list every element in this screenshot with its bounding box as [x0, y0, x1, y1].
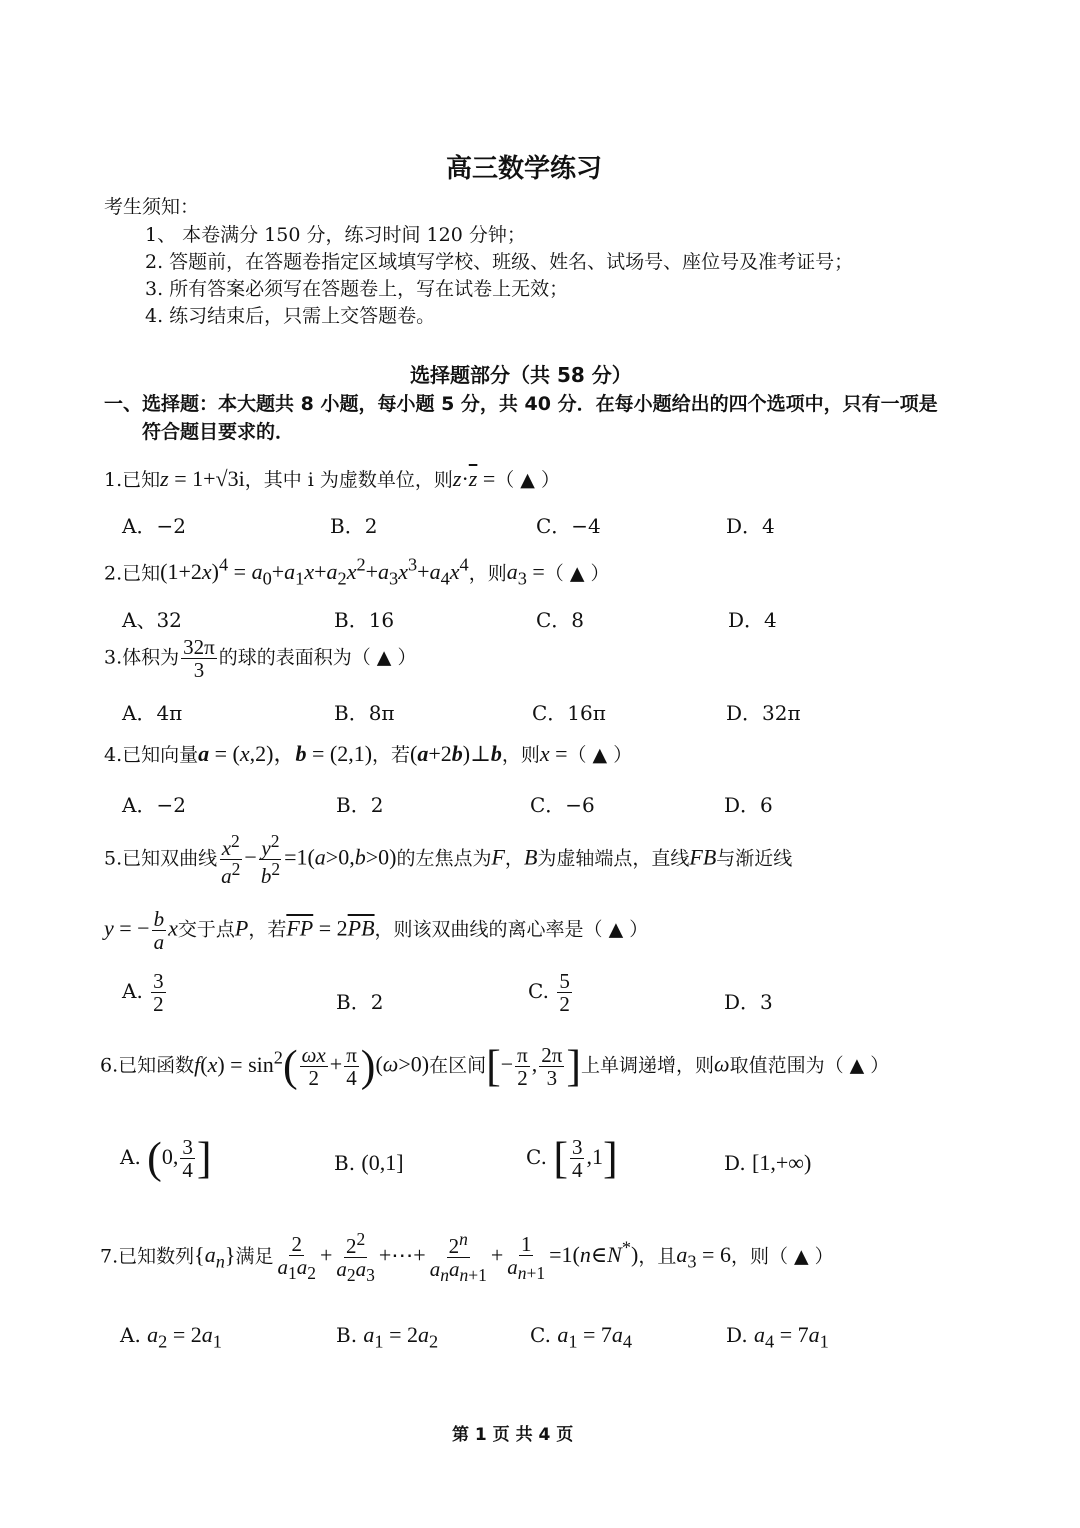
q4-target: x =	[539, 741, 568, 766]
q5-l2c: ，则该双曲线的离心率是（ ▲ ）	[374, 918, 649, 941]
q1-product: $z\cdot\overline{z}$ =	[452, 466, 496, 491]
q5-mid3: 为虚轴端点，直线	[537, 847, 690, 870]
q1-z-definition: z = 1+√3i	[160, 466, 245, 491]
q5-option-c: C. $\frac{5}{2}$	[528, 969, 570, 1017]
part1-instructions-line1: 一、选择题：本大题共 8 小题，每小题 5 分，共 40 分．在每小题给出的四个选项中，只有一项是	[104, 393, 938, 415]
q2-option-b: B．16	[334, 608, 395, 632]
q2-tail: （ ▲ ）	[544, 562, 610, 585]
q6-option-b: B. (0,1]	[334, 1150, 404, 1175]
q1-mid: ，其中 i 为虚数单位，则	[244, 469, 453, 491]
q5-condition: =1(a>0,b>0)	[284, 844, 397, 870]
q5-mid4: 与渐近线	[716, 847, 793, 870]
q7-given: $a_3 = 6$	[676, 1242, 731, 1272]
q3-option-b: B．8π	[334, 701, 395, 725]
q3-post: 的球的表面积为（ ▲ ）	[218, 646, 417, 669]
q2-target: $a_3$ =	[506, 559, 545, 589]
q4-condition: (a+2b)⊥b	[410, 741, 502, 766]
q6-mid: 在区间	[429, 1054, 487, 1077]
q7-post: ，且	[638, 1245, 677, 1268]
q6-option-d: D. [1,+∞)	[724, 1150, 812, 1175]
question-1	[104, 466, 560, 492]
page-footer: 第 1 页 共 4 页	[452, 1425, 574, 1445]
q5-pre: 5.已知双曲线	[104, 847, 218, 870]
notice-heading: 考生须知：	[104, 196, 200, 218]
q6-tail: 取值范围为（ ▲ ）	[729, 1054, 890, 1077]
q2-expansion: $(1+2x)^4 = a_0+a_1x+a_2x^2+a_3x^3+a_4x^4$	[160, 555, 469, 589]
part1-instructions-line2: 符合题目要求的．	[142, 421, 295, 443]
notice-item-2: 2. 答题前，在答题卷指定区域填写学校、班级、姓名、试场号、座位号及准考证号；	[145, 251, 854, 273]
question-5-line2: y = − $\frac{b}{a}$ x交于点P，若$\overline{FP} = 2\overline{PB}$，则该双曲线的离心率是（ ▲ ）	[104, 907, 649, 955]
q7-option-d: D. $a_4 = 7a_1$	[726, 1322, 829, 1352]
question-2	[104, 555, 610, 591]
question-3	[104, 636, 416, 681]
question-4	[104, 741, 632, 767]
q3-option-d: D．32π	[726, 701, 801, 725]
q7-pre: 7.已知数列	[100, 1245, 195, 1268]
q4-pre: 4.已知向量	[104, 744, 199, 766]
notice-item-1: 1、 本卷满分 150 分，练习时间 120 分钟；	[145, 224, 526, 246]
q4-tail: （ ▲ ）	[567, 744, 633, 766]
q7-option-a: A. $a_2 = 2a_1$	[120, 1322, 222, 1352]
q5-y-term: $\frac{y^2}{b^2}$	[260, 831, 281, 889]
question-6: 6.已知函数$f(x) = \sin^2$( $\frac{\omega x}{2}$ + $\frac{\pi}{4}$ )(ω>0)在区间[− $\frac{\pi}{2}$ , $\frac{2\pi}{3}$ ]上单调递增，则ω取值范围为（ ▲ ）	[100, 1041, 890, 1091]
page-title: 高三数学练习	[446, 154, 603, 184]
q1-option-c: C．−4	[536, 514, 601, 538]
q5-vector-relation: $\overline{FP} = 2\overline{PB}$	[286, 915, 375, 941]
q3-option-a: A．4π	[122, 701, 183, 725]
q2-pre: 2.已知	[104, 562, 161, 585]
q4-option-a: A．−2	[122, 793, 186, 817]
q5-l2b: ，若	[248, 918, 287, 941]
q4-option-c: C．−6	[530, 793, 595, 817]
q7-option-c: C. $a_1 = 7a_4$	[530, 1322, 633, 1352]
question-7: 7.已知数列$\{a_n\}$满足 $\frac{2}{a_1a_2}$ + $\frac{2^2}{a_2a_3}$ +⋯+ $\frac{2^n}{a_na_{n+1}}$ + $\frac{1}{a_{n+1}}$ =1(n∈N*)，且$a_3 = 6$，则（ ▲ ）	[100, 1229, 834, 1286]
q6-option-a: A. (0, $\frac{3}{4}$ ]	[120, 1133, 212, 1183]
q4-option-b: B．2	[336, 793, 384, 817]
q1-option-b: B．2	[330, 514, 378, 538]
q7-tail: ，则（ ▲ ）	[730, 1245, 834, 1268]
section-title: 选择题部分（共 58 分）	[410, 363, 632, 387]
q3-volume-fraction: $\frac{32\pi}{3}$	[183, 635, 215, 683]
q3-pre: 3.体积为	[104, 646, 180, 669]
q6-post: 上单调递增，则	[581, 1054, 715, 1077]
q5-mid2: ，	[504, 847, 524, 870]
q2-option-c: C．8	[536, 608, 585, 632]
q4-option-d: D．6	[724, 793, 773, 817]
notice-item-3: 3. 所有答案必须写在答题卷上，写在试卷上无效；	[145, 278, 569, 300]
q2-post: ，则	[468, 562, 507, 585]
q5-l2a: 交于点	[177, 918, 235, 941]
q7-option-b: B. $a_1 = 2a_2$	[336, 1322, 439, 1352]
q5-asymptote: y = −	[104, 915, 150, 941]
q2-option-a: A、32	[122, 608, 182, 632]
q1-option-a: A．−2	[122, 514, 186, 538]
q5-option-b: B．2	[336, 990, 384, 1014]
q4-vectors: a = (x,2)，b = (2,1)	[198, 741, 373, 766]
q6-pre: 6.已知函数	[100, 1054, 195, 1077]
q4-mid: ，若	[372, 744, 411, 766]
q6-option-c: C. [ $\frac{3}{4}$ ,1]	[526, 1133, 618, 1183]
q5-option-a: A. $\frac{3}{2}$	[122, 969, 164, 1017]
notice-item-4: 4. 练习结束后，只需上交答题卷。	[145, 305, 436, 327]
q7-mid: 满足	[235, 1245, 274, 1268]
q5-x-term: $\frac{x^2}{a^2}$	[221, 831, 241, 889]
q1-pre: 1.已知	[104, 469, 161, 491]
question-5-line1: 5.已知双曲线 $\frac{x^2}{a^2}$ − $\frac{y^2}{b^2}$ =1(a>0,b>0)的左焦点为F，B为虚轴端点，直线FB与渐近线	[104, 831, 793, 889]
q2-option-d: D．4	[728, 608, 777, 632]
q3-option-c: C．16π	[532, 701, 606, 725]
q1-post: （ ▲ ）	[495, 469, 560, 491]
q6-function: $f(x) = \sin^2$	[194, 1047, 283, 1077]
q5-option-d: D．3	[724, 990, 773, 1014]
q1-option-d: D．4	[726, 514, 775, 538]
q5-mid: 的左焦点为	[396, 847, 492, 870]
q7-sequence: $\{a_n\}$	[194, 1242, 236, 1272]
q4-post: ，则	[501, 744, 540, 766]
